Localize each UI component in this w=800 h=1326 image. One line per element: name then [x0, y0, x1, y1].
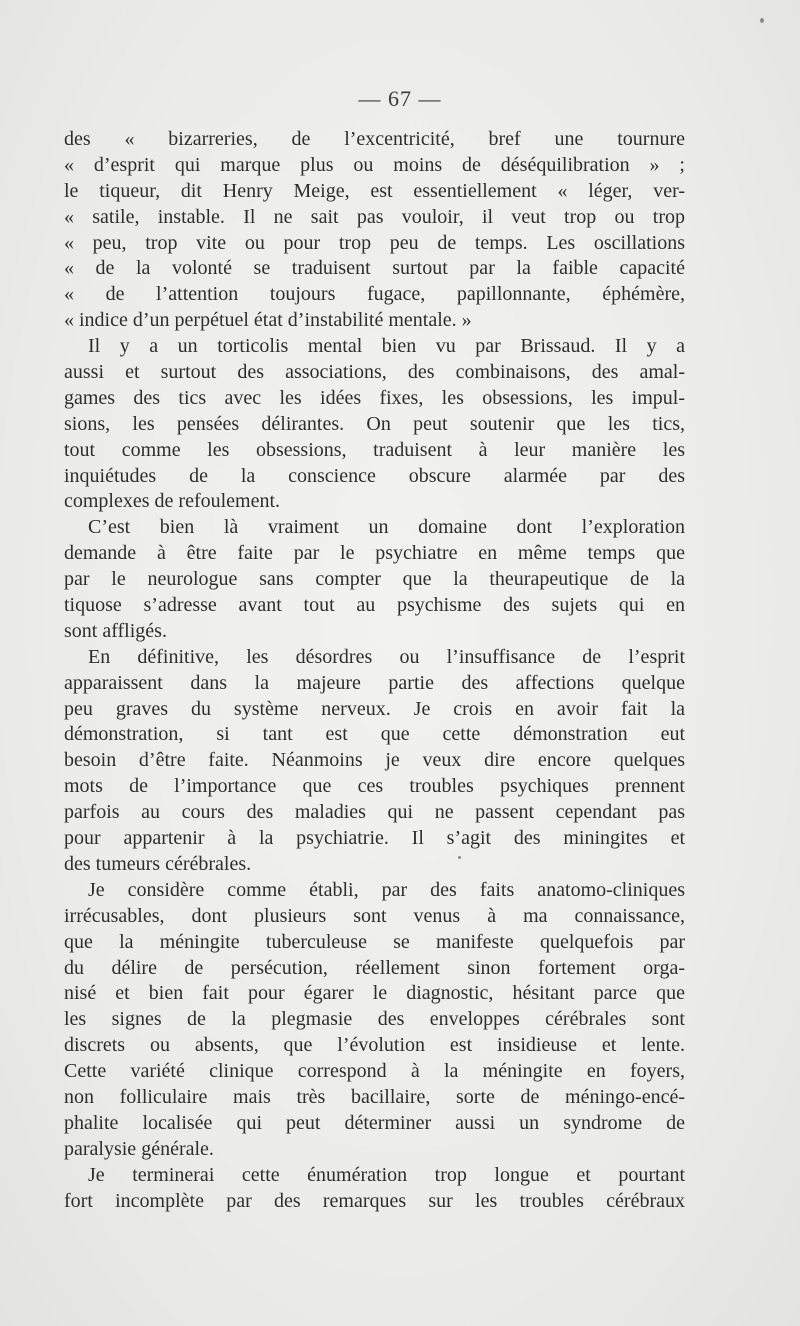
page-number: — 67 —: [358, 86, 442, 111]
text-line: Cette variété clinique correspond à la méningite en foyers,: [64, 1060, 685, 1083]
text-line: discrets ou absents, que l’évolution est insidieuse et lente.: [64, 1034, 685, 1057]
text-line: besoin d’être faite. Néanmoins je veux dire encore quelques: [64, 749, 685, 772]
text-line: des tumeurs cérébrales.: [64, 852, 252, 875]
text-line: tiquose s’adresse avant tout au psychisme des sujets qui en: [64, 594, 685, 617]
body-text: [64, 127, 685, 1214]
text-line: fort incomplète par des remarques sur les troubles cérébraux: [64, 1189, 685, 1212]
paper-speck: [760, 18, 764, 23]
text-line: games des tics avec les idées fixes, les obsessions, les impul-: [64, 386, 685, 409]
text-line: des « bizarreries, de l’excentricité, bref une tournure: [64, 128, 685, 150]
text-line: mots de l’importance que ces troubles psychiques prennent: [64, 775, 685, 798]
text-line: « de la volonté se traduisent surtout par la faible capacité: [64, 257, 685, 280]
text-line: le tiqueur, dit Henry Meige, est essentiellement « léger, ver-: [64, 179, 685, 202]
text-line: Je terminerai cette énumération trop longue et pourtant: [88, 1163, 685, 1186]
text-line: Je considère comme établi, par des faits anatomo-cliniques: [88, 878, 685, 901]
text-line: par le neurologue sans compter que la theurapeutique de la: [64, 568, 685, 591]
text-line: les signes de la plegmasie des enveloppes cérébrales sont: [64, 1008, 685, 1031]
text-line: sont affligés.: [64, 619, 167, 642]
text-line: phalite localisée qui peut déterminer aussi un syndrome de: [64, 1111, 685, 1134]
text-line: irrécusables, dont plusieurs sont venus à ma connaissance,: [64, 904, 685, 927]
text-line: complexes de refoulement.: [64, 490, 281, 513]
text-line: sions, les pensées délirantes. On peut soutenir que les tics,: [64, 412, 685, 435]
text-line: tout comme les obsessions, traduisent à leur manière les: [64, 438, 685, 461]
text-line: démonstration, si tant est que cette démonstration eut: [64, 723, 685, 746]
paper-speck: [458, 856, 461, 859]
text-line: parfois au cours des maladies qui ne passent cependant pas: [64, 801, 685, 824]
text-line: du délire de persécution, réellement sinon fortement orga-: [64, 956, 685, 979]
text-line: En définitive, les désordres ou l’insuffisance de l’esprit: [88, 645, 685, 668]
text-line: inquiétudes de la conscience obscure alarmée par des: [64, 464, 685, 487]
text-line: aussi et surtout des associations, des combinaisons, des amal-: [64, 361, 685, 384]
text-line: apparaissent dans la majeure partie des affections quelque: [64, 671, 685, 694]
paragraph: [64, 515, 685, 644]
paragraph: [64, 127, 685, 334]
text-line: pour appartenir à la psychiatrie. Il s’agit des miningites et: [64, 827, 685, 850]
text-line: Il y a un torticolis mental bien vu par Brissaud. Il y a: [88, 335, 685, 358]
text-line: « d’esprit qui marque plus ou moins de déséquilibration » ;: [64, 153, 685, 176]
text-line: « satile, instable. Il ne sait pas vouloir, il veut trop ou trop: [64, 205, 685, 228]
text-line: peu graves du système nerveux. Je crois en avoir fait la: [64, 697, 685, 720]
text-line: que la méningite tuberculeuse se manifeste quelquefois par: [64, 930, 685, 953]
text-line: demande à être faite par le psychiatre en même temps que: [64, 542, 685, 565]
paragraph: [64, 645, 685, 878]
text-line: « indice d’un perpétuel état d’instabilité mentale. »: [64, 309, 472, 332]
text-line: « de l’attention toujours fugace, papillonnante, éphémère,: [64, 283, 685, 306]
text-line: paralysie générale.: [64, 1137, 214, 1160]
text-line: C’est bien là vraiment un domaine dont l’exploration: [88, 516, 685, 539]
paragraph: [64, 1163, 685, 1215]
paragraph: [64, 878, 685, 1163]
text-line: nisé et bien fait pour égarer le diagnostic, hésitant parce que: [64, 982, 685, 1005]
text-line: « peu, trop vite ou pour trop peu de temps. Les oscillations: [64, 231, 685, 254]
text-line: non folliculaire mais très bacillaire, sorte de méningo-encé-: [64, 1085, 685, 1108]
paragraph: [64, 334, 685, 515]
